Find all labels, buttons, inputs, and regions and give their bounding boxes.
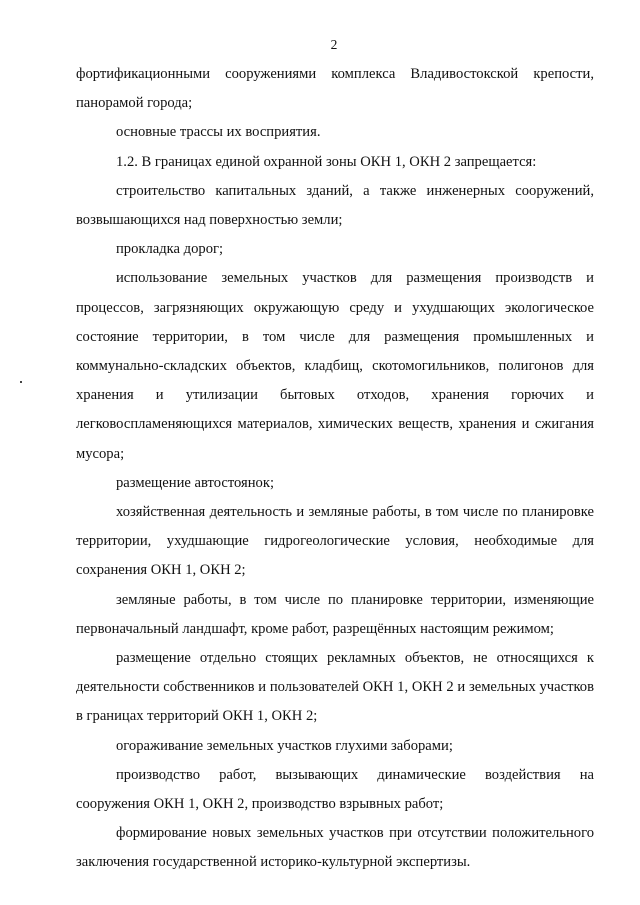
paragraph-fencing: огораживание земельных участков глухими заборами; [116, 737, 453, 754]
document-body [76, 60, 594, 878]
margin-dot [20, 381, 22, 383]
paragraph-perception-routes: основные трассы их восприятия. [116, 124, 321, 141]
paragraph-economic-activity: хозяйственная деятельность и земляные работы, в том числе по планировке территории, ухудшающие гидрогеологические условия, необходимые для сохранения ОКН 1, ОКН 2; [76, 504, 594, 579]
page-number: 2 [330, 37, 338, 52]
paragraph-section-1-2: 1.2. В границах единой охранной зоны ОКН 1, ОКН 2 запрещается: [116, 153, 537, 170]
paragraph-road-laying: прокладка дорог; [116, 241, 224, 258]
paragraph-earthworks: земляные работы, в том числе по планировке территории, изменяющие первоначальный ландшафт, кроме работ, разрещённых настоящим режимом; [76, 591, 594, 637]
paragraph-advertising: размещение отдельно стоящих рекламных объектов, не относящихся к деятельности собственников и пользователей ОКН 1, ОКН 2 и земельных участков в границах территорий ОКН 1, ОКН 2; [76, 650, 594, 725]
paragraph-continuation: фортификационными сооружениями комплекса Владивостокской крепости, панорамой города; [76, 66, 594, 112]
paragraph-land-use: использование земельных участков для размещения производств и процессов, загрязняющих окружающую среду и ухудшающих экологическое состояние территории, в том числе для размещения промышленных и коммунально-складских объектов, кладбищ, скотомогильников, полигонов для хранения и утилизации бытовых отходов, хранения горючих и легковоспламеняющихся материалов, химических веществ, хранения и сжигания мусора; [76, 270, 594, 462]
paragraph-parking: размещение автостоянок; [116, 474, 275, 491]
paragraph-capital-construction: строительство капитальных зданий, а также инженерных сооружений, возвышающихся над поверхностью земли; [76, 182, 594, 229]
paragraph-dynamic-works: производство работ, вызывающих динамические воздействия на сооружения ОКН 1, ОКН 2, производство взрывных работ; [76, 766, 594, 813]
paragraph-land-formation: формирование новых земельных участков при отсутствии положительного заключения государственной историко-культурной экспертизы. [76, 825, 594, 871]
